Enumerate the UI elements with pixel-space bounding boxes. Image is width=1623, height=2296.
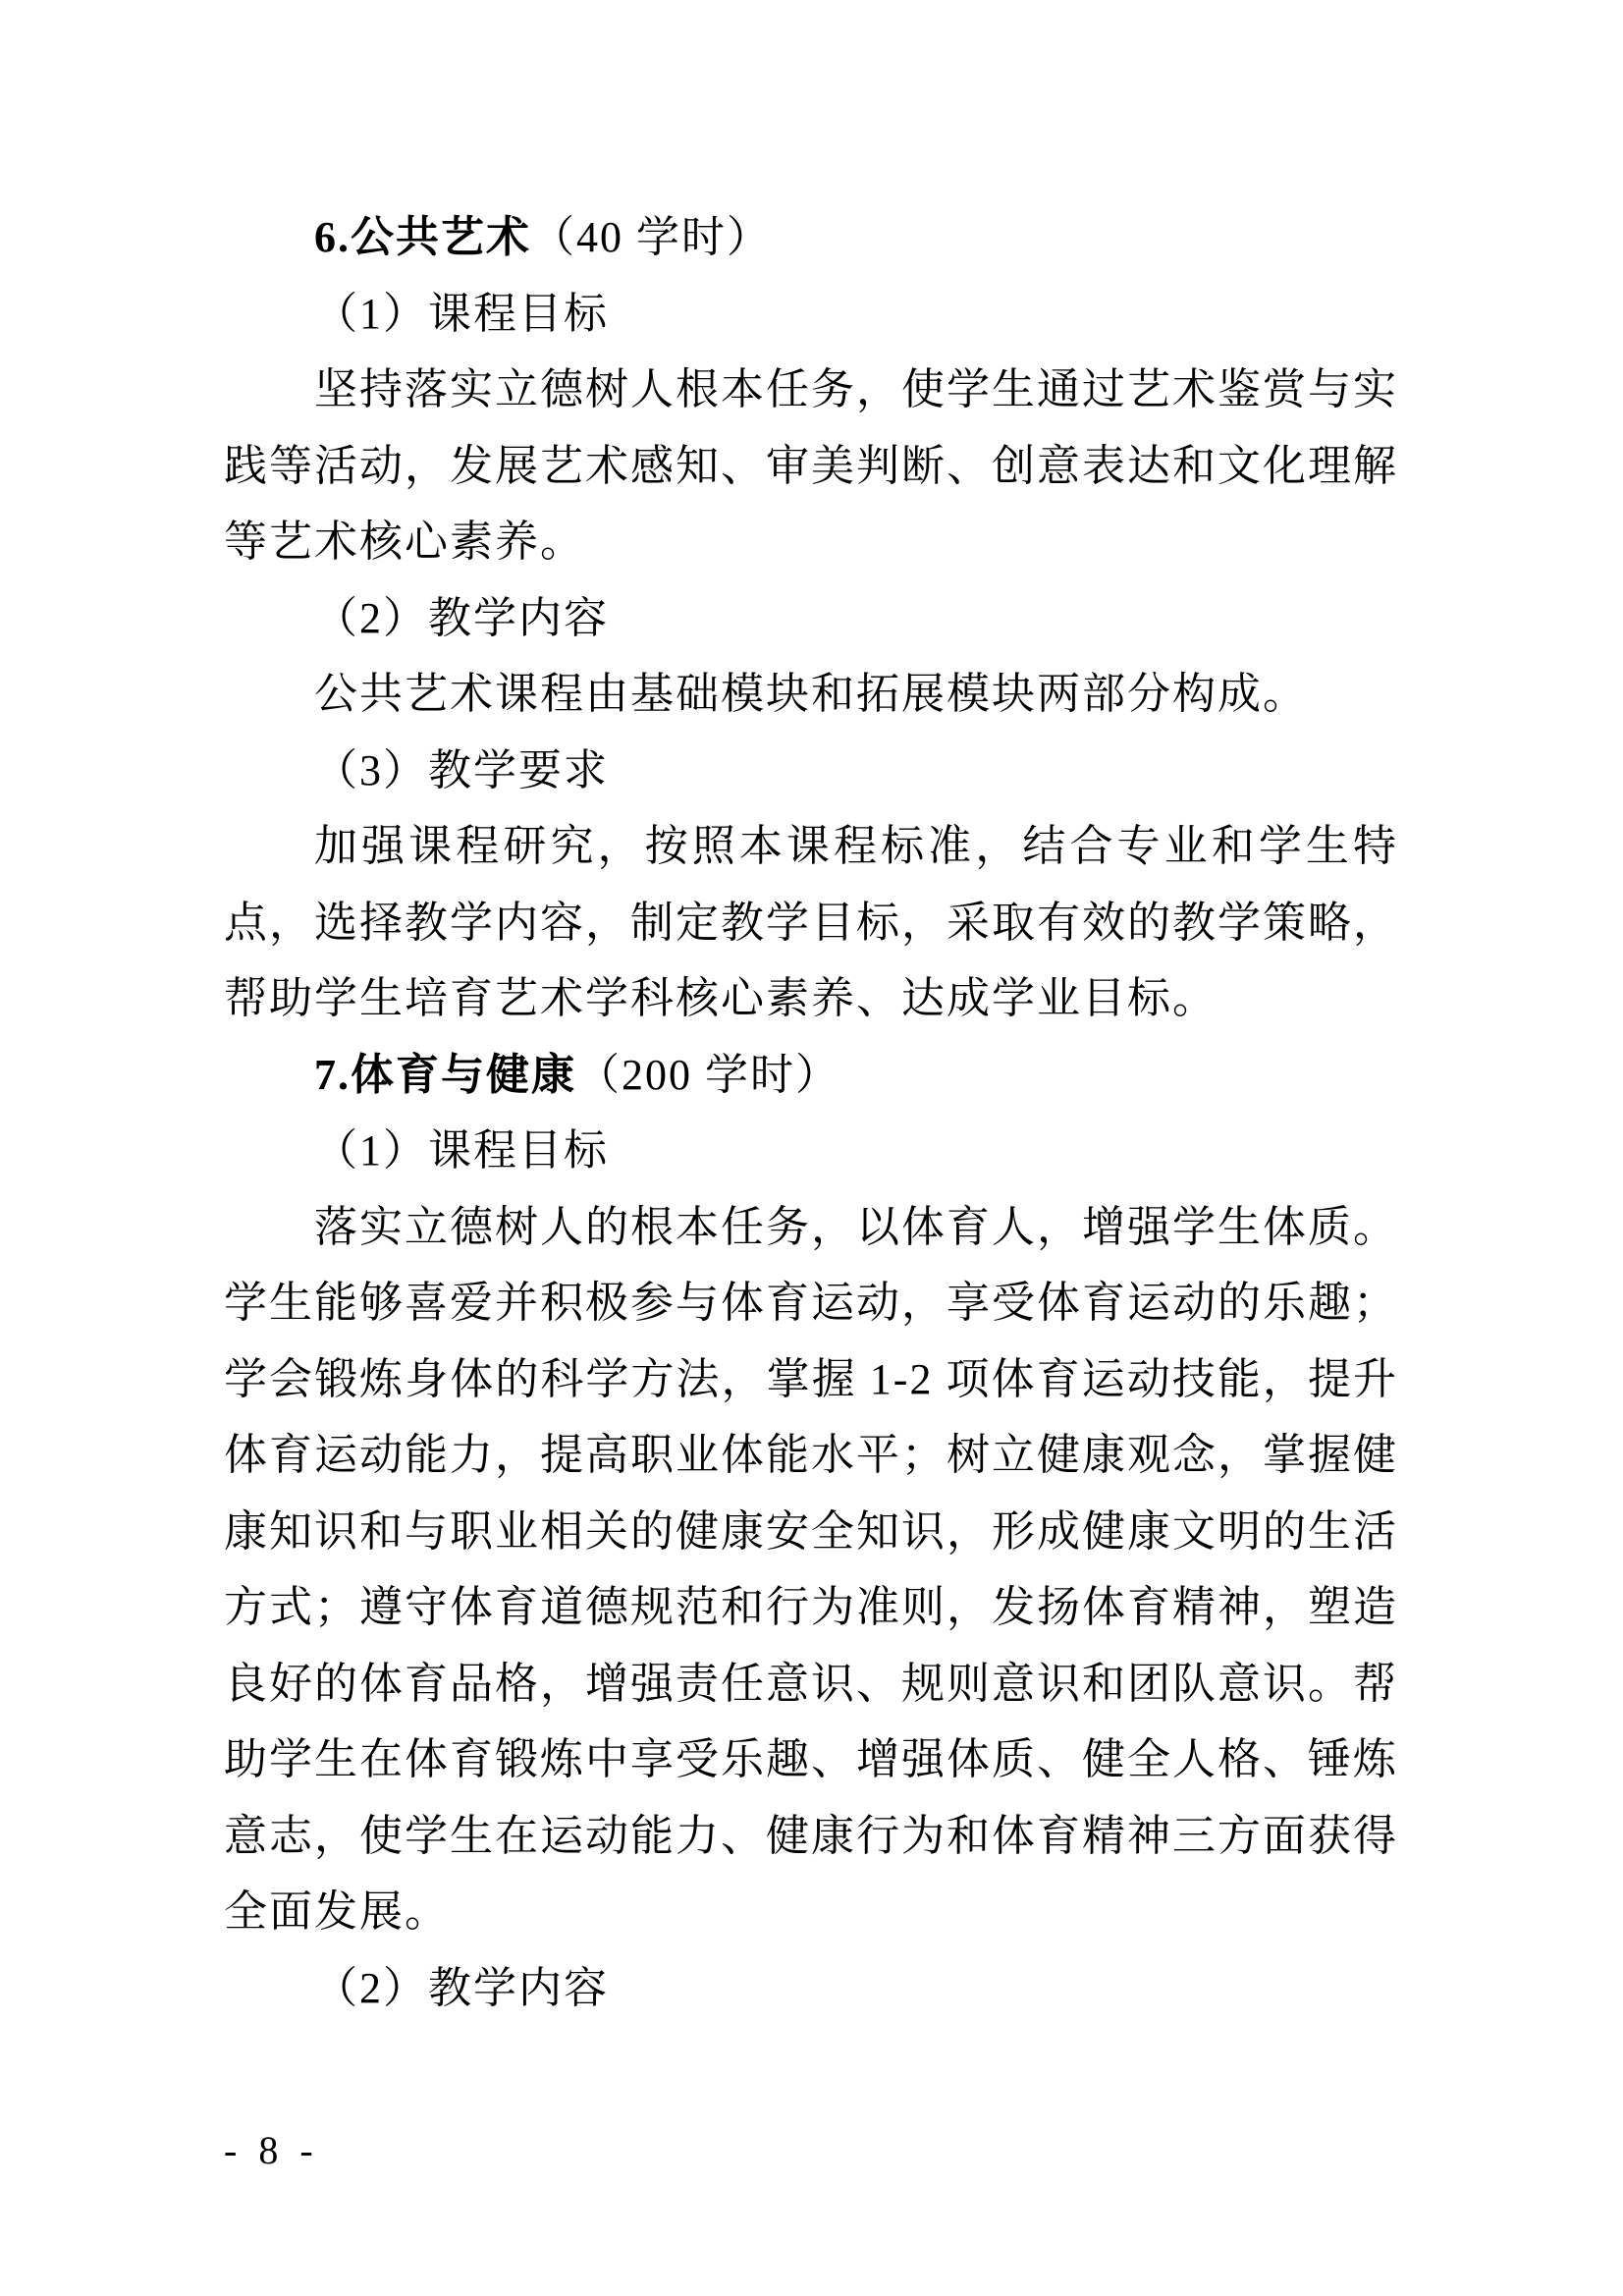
section-heading-pe-health-title: 7.体育与健康 — [314, 1050, 576, 1099]
document-body — [224, 199, 1398, 2026]
section-heading-pe-health-hours: （200 学时） — [576, 1050, 840, 1099]
paragraph-art-content: 公共艺术课程由基础模块和拓展模块两部分构成。 — [314, 670, 1308, 718]
paragraph-art-requirements: 加强课程研究，按照本课程标准，结合专业和学生特点，选择教学内容，制定教学目标，采取有效的教学策略，帮助学生培育艺术学科核心素养、达成学业目标。 — [224, 822, 1398, 1022]
subheading-teaching-content-pe: （2）教学内容 — [314, 1963, 609, 2012]
section-heading-pe-health — [224, 1037, 1398, 1114]
section-heading-public-art-hours: （40 学时） — [531, 213, 772, 261]
section-heading-public-art — [224, 199, 1398, 276]
paragraph-pe-objectives: 落实立德树人的根本任务，以体育人，增强学生体质。学生能够喜爱并积极参与体育运动，享受体育运动的乐趣；学会锻炼身体的科学方法，掌握 1-2 项体育运动技能，提升体育运动能力，提高职业体能水平；树立健康观念，掌握健康知识和与职业相关的健康安全知识，形成健康文明的生活方式；遵守体育道德规范和行为准则，发扬体育精神，塑造良好的体育品格，增强责任意识、规则意识和团队意识。帮助学生在体育锻炼中享受乐趣、增强体质、健全人格、锤炼意志，使学生在运动能力、健康行为和体育精神三方面获得全面发展。 — [224, 1202, 1398, 1936]
page-number: - 8 - — [224, 2128, 319, 2172]
subheading-course-objectives-art: （1）课程目标 — [314, 289, 609, 338]
section-heading-public-art-title: 6.公共艺术 — [314, 213, 531, 261]
subheading-teaching-requirements-art: （3）教学要求 — [314, 745, 609, 794]
subheading-course-objectives-pe: （1）课程目标 — [314, 1126, 609, 1175]
subheading-teaching-content-art: （2）教学内容 — [314, 593, 609, 642]
paragraph-art-objectives: 坚持落实立德树人根本任务，使学生通过艺术鉴赏与实践等活动，发展艺术感知、审美判断、创意表达和文化理解等艺术核心素养。 — [224, 365, 1398, 566]
